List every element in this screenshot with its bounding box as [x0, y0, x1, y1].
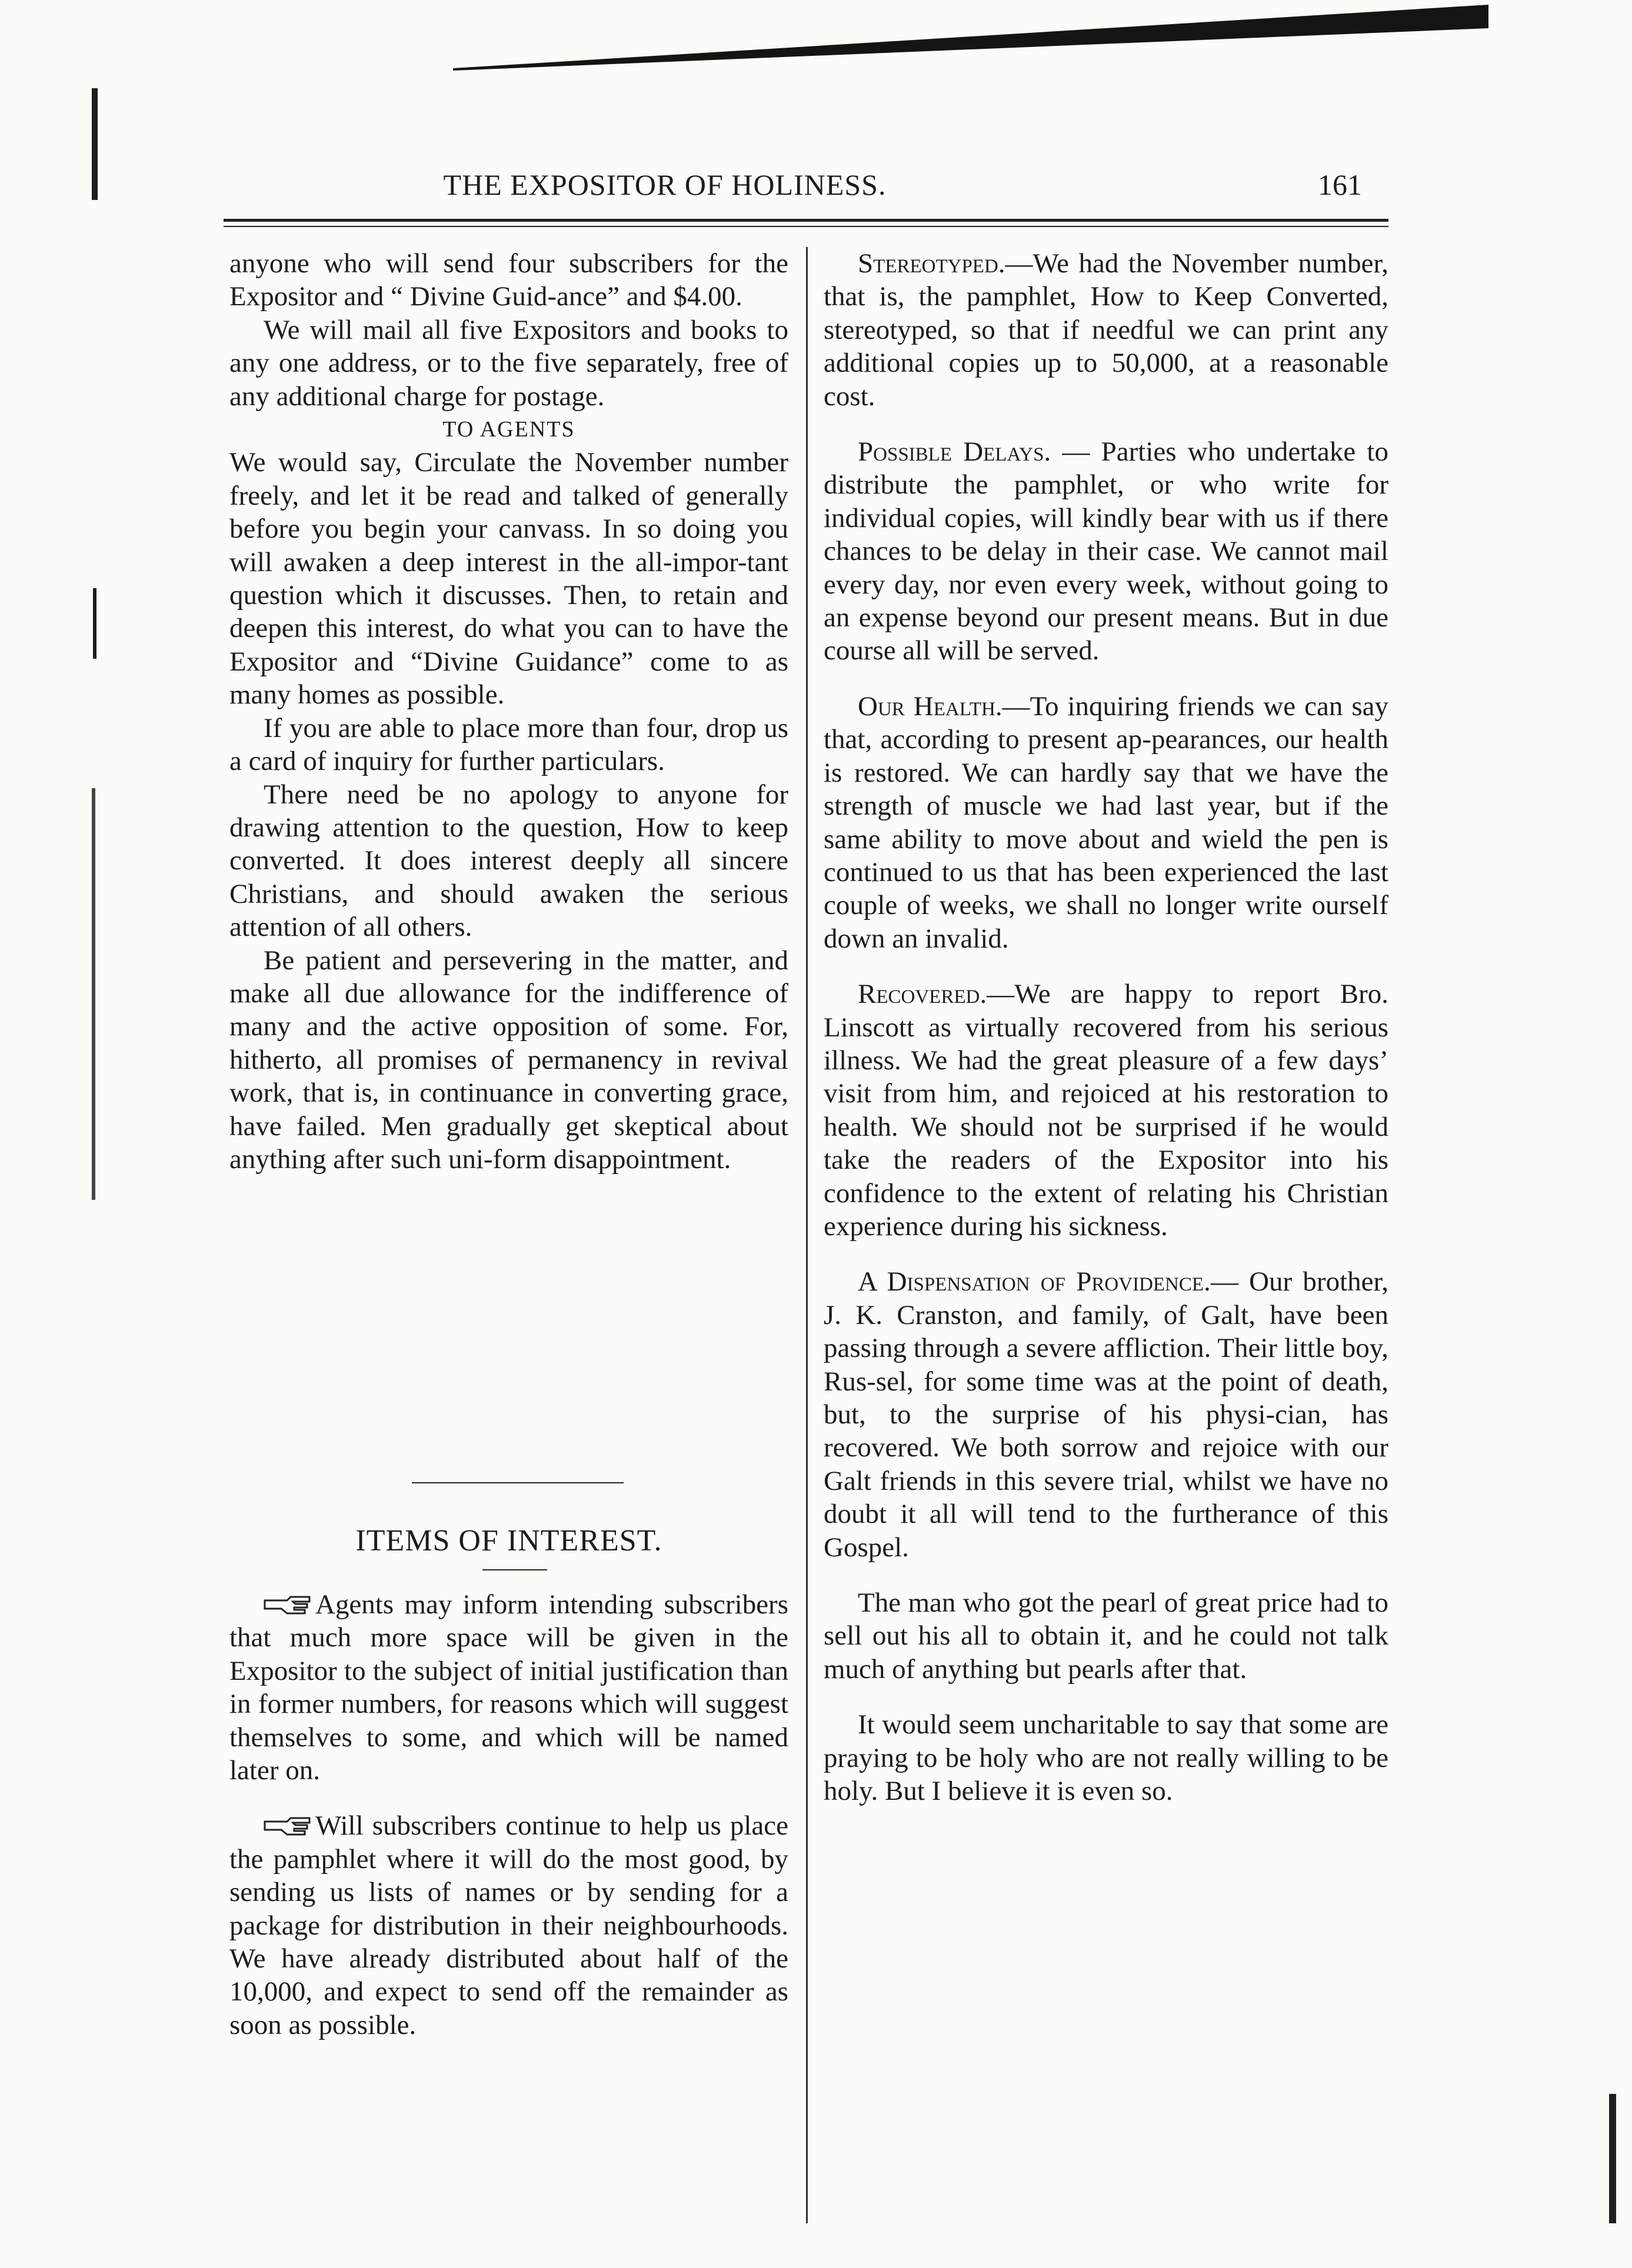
- providence-paragraph: A Dispensation of Providence.— Our brother, J. K. Cranston, and family, of Galt, have been passing through a severe affliction. Their little boy, Rus-sel, for some time was at the point of death, but, to the surprise of his physi-cian, has recovered. We both sorrow and rejoice with our Galt friends in this severe trial, whilst we have no doubt it all will tend to the furtherance of this Gospel.: [824, 1266, 1389, 1563]
- delays-heading: Possible Delays.: [858, 436, 1051, 468]
- pointing-hand-icon: [264, 1816, 312, 1837]
- left-margin-mark: [92, 88, 98, 200]
- pointing-hand-icon: [264, 1595, 312, 1616]
- right-column: [824, 247, 1388, 1807]
- items-heading-rule: [482, 1569, 547, 1570]
- left-margin-mark: [92, 788, 95, 1200]
- running-head-title: THE EXPOSITOR OF HOLINESS.: [443, 168, 887, 201]
- recovered-heading: Recovered.: [858, 979, 987, 1010]
- holy-paragraph: It would seem uncharitable to say that some are praying to be holy who are not really willing to be holy. But I believe it is even so.: [824, 1709, 1388, 1807]
- section-divider: [412, 1482, 624, 1483]
- to-agents-heading: TO AGENTS: [442, 417, 575, 442]
- agents-paragraph-2: If you are able to place more than four, drop us a card of inquiry for further particulars.: [229, 712, 788, 777]
- top-edge-scan-bar: [453, 5, 1488, 75]
- recovered-paragraph: Recovered.—We are happy to report Bro. Linscott as virtually recovered from his serious illness. We had the great pleasure of a few days’ visit from him, and rejoiced at his restoration to health. We should not be surprised if he would take the readers of the Expositor into his confidence to the extent of relating his Christian experience during his sickness.: [824, 979, 1388, 1242]
- agents-paragraph-4: Be patient and persevering in the matter, and make all due allowance for the indifference of many and the active opposition of some. For, hitherto, all promises of permanency in revival work, that is, in continuance in converting grace, have failed. Men gradually get skeptical about anything after such uni-form disappointment.: [229, 945, 788, 1175]
- delays-paragraph: Possible Delays. — Parties who undertake to distribute the pamphlet, or who write for individual copies, will kindly bear with us if there chances to be delay in their case. We cannot mail every day, nor even every week, without going to an expense beyond our present means. But in due course all will be served.: [824, 436, 1388, 666]
- left-margin-mark: [93, 588, 96, 659]
- agents-paragraph-1: We would say, Circulate the November number freely, and let it be read and talked of generally before you begin your canvass. In so doing you will awaken a deep interest in the all-impor-tant question which it discusses. Then, to retain and deepen this interest, do what you can to have the Expositor and “Divine Guidance” come to as many homes as possible.: [229, 447, 788, 711]
- health-heading: Our Health.: [858, 691, 1002, 722]
- items-of-interest-heading: ITEMS OF INTEREST.: [355, 1524, 662, 1557]
- intro-paragraph-2: We will mail all five Expositors and books to any one address, or to the five separately, free of any additional charge for postage.: [229, 314, 788, 412]
- item-2-text: Will subscribers continue to help us place the pamphlet where it will do the most good, by sending us lists of names or by sending for a package for distribution in their neighbourhoods. We have already distributed about half of the 10,000, and expect to send off the remainder as soon as possible.: [229, 1810, 788, 2040]
- health-paragraph: Our Health.—To inquiring friends we can say that, according to present ap-pearances, our health is restored. We can hardly say that we have the strength of muscle we had last year, but if the same ability to move about and wield the pen is continued to us that has been experienced the last couple of weeks, we shall no longer write ourself down an invalid.: [824, 691, 1388, 954]
- agents-paragraph-3: There need be no apology to anyone for drawing attention to the question, How to keep converted. It does interest deeply all sincere Christians, and should awaken the serious attention of all others.: [229, 779, 788, 943]
- column-separator: [806, 247, 808, 2223]
- intro-paragraph: anyone who will send four subscribers for the Expositor and “ Divine Guid-ance” and $4.00.: [229, 248, 788, 312]
- left-column: [229, 247, 788, 1176]
- header-rule-thin: [224, 226, 1388, 227]
- header-rule: [224, 219, 1388, 222]
- items-column: [229, 1588, 788, 2042]
- page-number: 161: [1318, 168, 1362, 201]
- right-margin-mark: [1609, 2094, 1616, 2223]
- item-1-text: Agents may inform intending subscribers that much more space will be given in the Expositor to the subject of initial justification than in former numbers, for reasons which will suggest themselves to some, and which will be named later on.: [229, 1589, 788, 1786]
- providence-heading: A Dispensation of Providence.: [858, 1266, 1211, 1298]
- stereotyped-heading: Stereotyped.: [858, 248, 1005, 279]
- pearl-paragraph: The man who got the pearl of great price had to sell out his all to obtain it, and he could not talk much of anything but pearls after that.: [824, 1587, 1388, 1685]
- stereotyped-paragraph: Stereotyped.—We had the November number, that is, the pamphlet, How to Keep Converted, stereotyped, so that if needful we can print any additional copies up to 50,000, at a reasonable cost.: [824, 248, 1388, 412]
